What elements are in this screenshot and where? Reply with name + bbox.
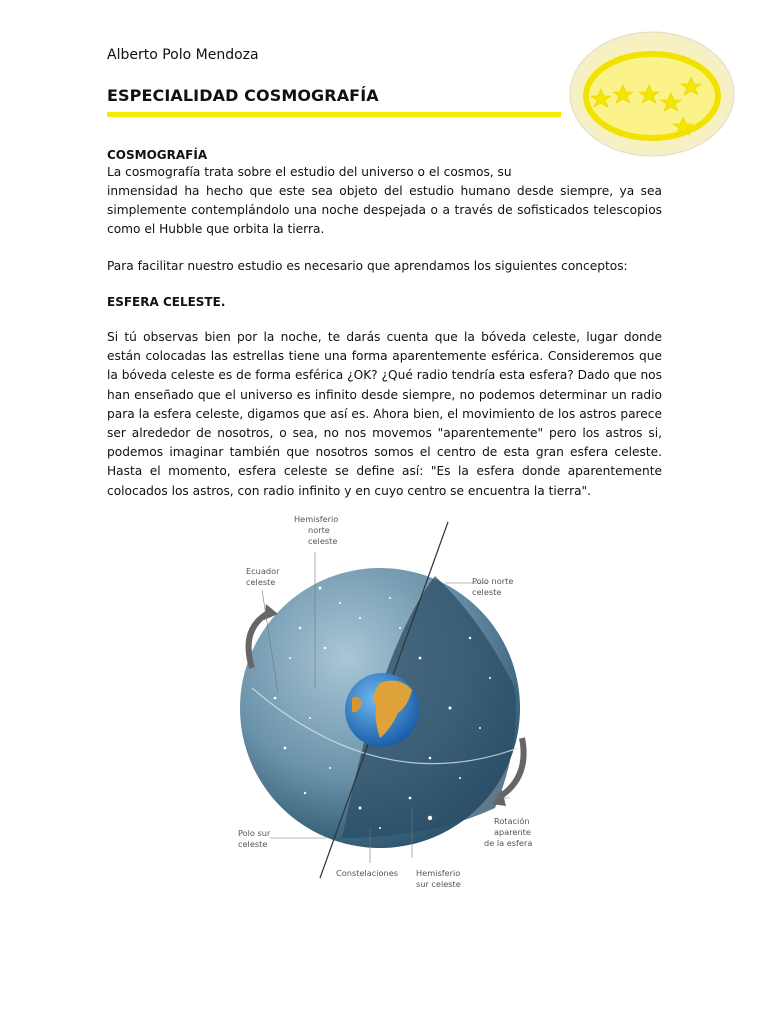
svg-text:Hemisferionorteceleste: Hemisferio norte celeste bbox=[294, 514, 339, 546]
svg-text:Hemisferiosur celeste: Hemisferio sur celeste bbox=[416, 868, 461, 889]
title-underline bbox=[107, 112, 561, 117]
specialty-badge-icon bbox=[568, 30, 736, 158]
section-heading-cosmografia: COSMOGRAFÍA bbox=[107, 148, 208, 162]
author-name: Alberto Polo Mendoza bbox=[107, 47, 259, 63]
svg-text:Polo norteceleste: Polo norte celeste bbox=[472, 576, 514, 597]
celestial-sphere-figure bbox=[230, 508, 540, 900]
svg-text:Rotaciónaparentede la esfera: Rotación aparente de la esfera bbox=[484, 816, 533, 848]
section-heading-esfera-celeste: ESFERA CELESTE. bbox=[107, 295, 226, 309]
svg-text:Constelaciones: Constelaciones bbox=[336, 868, 398, 878]
esfera-celeste-paragraph: Si tú observas bien por la noche, te darás cuenta que la bóveda celeste, lugar donde están colocadas las estrellas tiene una forma aparentemente esférica. Consideremos que la bóveda celeste es de forma esférica ¿OK? ¿Qué radio tendría esta esfera? Dado que nos han enseñado que el universo es infinito desde siempre, no podemos determinar un radio para la esfera celeste, digamos que así es. Ahora bien, el movimiento de los astros parece ser alrededor de nosotros, o sea, no nos movemos "aparentemente" pero los astros si, podemos imaginar también que nosotros somos el centro de esta gran esfera celeste. Hasta el momento, esfera celeste se define así: "Es la esfera donde aparentemente colocados los astros, con radio infinito y en cuyo centro se encuentra la tierra". bbox=[107, 330, 662, 498]
cosmografia-paragraph: inmensidad ha hecho que este sea objeto del estudio humano desde siempre, ya sea simplemente contemplándolo una noche despejada o a través de sofisticados telescopios como el Hubble que orbita la tierra. bbox=[107, 184, 662, 237]
document-title: ESPECIALIDAD COSMOGRAFÍA bbox=[107, 86, 379, 105]
cosmografia-paragraph-first-line: La cosmografía trata sobre el estudio del universo o el cosmos, su bbox=[107, 165, 512, 179]
svg-text:Polo surceleste: Polo sur celeste bbox=[238, 828, 271, 849]
svg-text:Ecuadorceleste: Ecuador celeste bbox=[246, 566, 280, 587]
intro-paragraph: Para facilitar nuestro estudio es necesario que aprendamos los siguientes conceptos: bbox=[107, 259, 628, 273]
